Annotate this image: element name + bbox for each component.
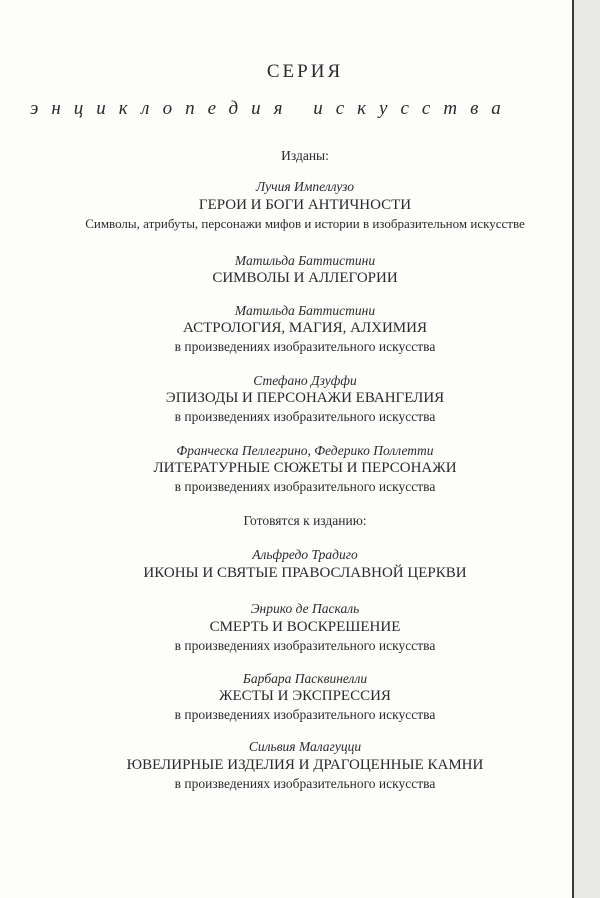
collection-name: энциклопедия искусства <box>30 98 514 119</box>
book-subtitle: Символы, атрибуты, персонажи мифов и истории в изобразительном искусстве <box>85 216 525 231</box>
book-author: Энрико де Паскаль <box>250 601 360 616</box>
book-title: ЭПИЗОДЫ И ПЕРСОНАЖИ ЕВАНГЕЛИЯ <box>165 390 445 406</box>
book-title: ИКОНЫ И СВЯТЫЕ ПРАВОСЛАВНОЙ ЦЕРКВИ <box>143 565 467 581</box>
book-author: Сильвия Малагуцци <box>248 739 362 754</box>
book-author: Альфредо Традиго <box>252 547 358 562</box>
book-author: Матильда Баттистини <box>234 303 376 318</box>
book-title: ЖЕСТЫ И ЭКСПРЕССИЯ <box>219 688 391 704</box>
book-author: Стефано Дзуффи <box>253 373 357 388</box>
book-author: Франческа Пеллегрино, Федерико Поллетти <box>176 443 434 458</box>
book-subtitle: в произведениях изобразительного искусства <box>174 479 436 494</box>
book-author: Лучия Импеллузо <box>256 179 354 194</box>
book-title: СИМВОЛЫ И АЛЛЕГОРИИ <box>212 270 398 286</box>
book-title: ЛИТЕРАТУРНЫЕ СЮЖЕТЫ И ПЕРСОНАЖИ <box>153 460 457 476</box>
published-heading: Изданы: <box>281 148 329 163</box>
collection-wrap <box>0 0 570 140</box>
book-author: Барбара Пасквинелли <box>242 671 368 686</box>
book-subtitle: в произведениях изобразительного искусства <box>174 409 436 424</box>
book-title: ГЕРОИ И БОГИ АНТИЧНОСТИ <box>198 197 412 213</box>
book-title: СМЕРТЬ И ВОСКРЕШЕНИЕ <box>209 619 401 635</box>
book-author: Матильда Баттистини <box>234 253 376 268</box>
book-subtitle: в произведениях изобразительного искусства <box>174 776 436 791</box>
book-title: АСТРОЛОГИЯ, МАГИЯ, АЛХИМИЯ <box>183 320 427 336</box>
book-subtitle: в произведениях изобразительного искусства <box>174 339 436 354</box>
series-label: СЕРИЯ <box>266 61 344 82</box>
book-subtitle: в произведениях изобразительного искусства <box>174 638 436 653</box>
book-subtitle: в произведениях изобразительного искусства <box>174 707 436 722</box>
book-title: ЮВЕЛИРНЫЕ ИЗДЕЛИЯ И ДРАГОЦЕННЫЕ КАМНИ <box>126 757 484 773</box>
upcoming-heading: Готовятся к изданию: <box>243 513 367 528</box>
